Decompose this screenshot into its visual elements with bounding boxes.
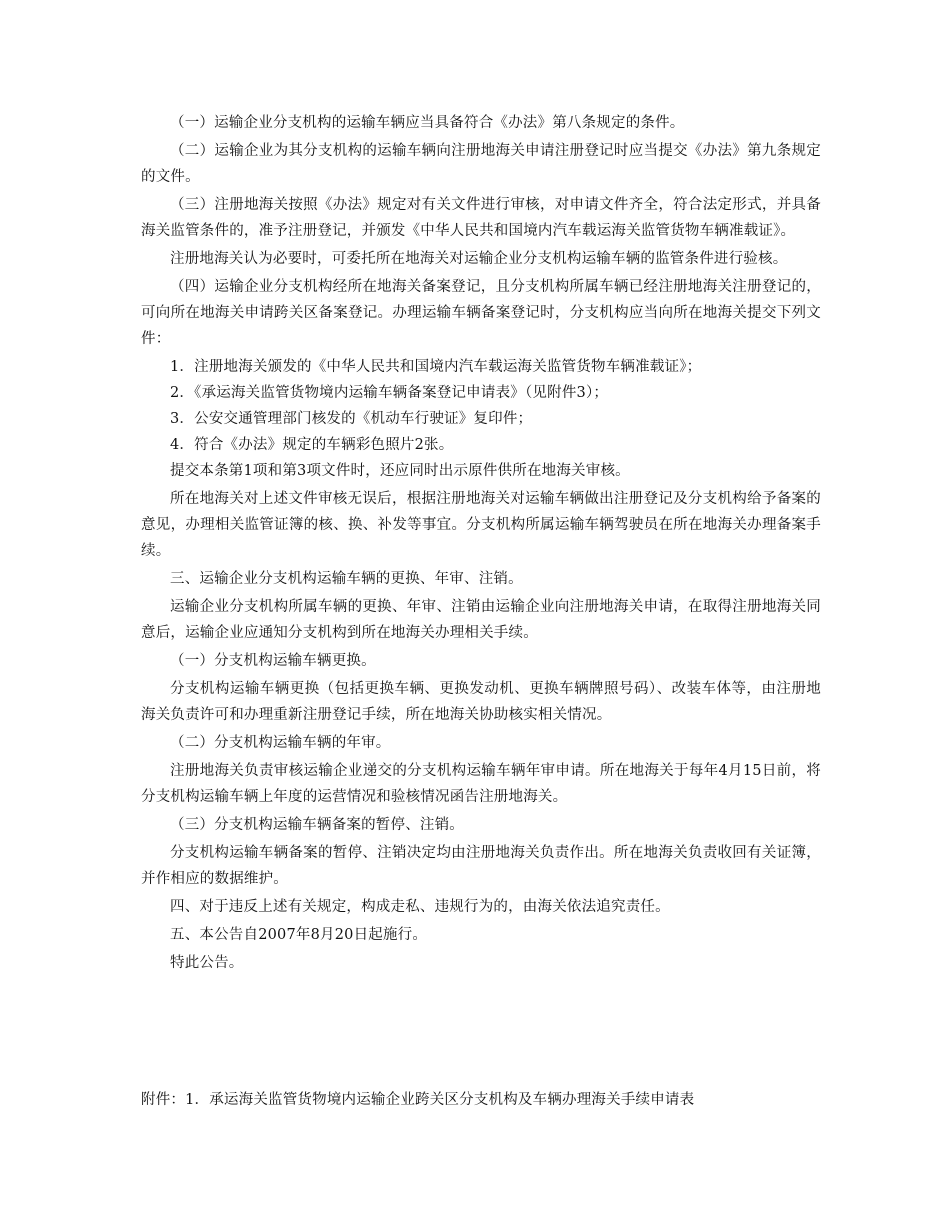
document-body [141,110,821,978]
list-item-3: 3．公安交通管理部门核发的《机动车行驶证》复印件； [170,411,533,427]
paragraph-section-3-intro: 运输企业分支机构所属车辆的更换、年审、注销由运输企业向注册地海关申请，在取得注册地海关同意后，运输企业应通知分支机构到所在地海关办理相关手续。 [141,599,821,641]
section-heading-5: 五、本公告自2007年8月20日起施行。 [170,927,428,943]
paragraph-condition-1: （一）运输企业分支机构的运输车辆应当具备符合《办法》第八条规定的条件。 [170,115,685,131]
attachment-line: 附件：1．承运海关监管货物境内运输企业跨关区分支机构及车辆办理海关手续申请表 [141,1092,695,1108]
paragraph-entrust-verification: 注册地海关认为必要时，可委托所在地海关对运输企业分支机构运输车辆的监管条件进行验核。 [170,251,788,267]
list-item-2: 2．《承运海关监管货物境内运输车辆备案登记申请表》（见附件3）； [170,385,609,401]
paragraph-review-process: 所在地海关对上述文件审核无误后，根据注册地海关对运输车辆做出注册登记及分支机构给予备案的意见，办理相关监管证簿的核、换、补发等事宜。分支机构所属运输车辆驾驶员在所在地海关办理备案手续。 [141,491,821,559]
subheading-suspension: （三）分支机构运输车辆备案的暂停、注销。 [170,817,464,833]
subheading-annual-review: （二）分支机构运输车辆的年审。 [170,735,391,751]
paragraph-condition-4: （四）运输企业分支机构经所在地海关备案登记，且分支机构所属车辆已经注册地海关注册登记的，可向所在地海关申请跨关区备案登记。办理运输车辆备案登记时，分支机构应当向所在地海关提交下列文件： [141,279,821,347]
paragraph-condition-2: （二）运输企业为其分支机构的运输车辆向注册地海关申请注册登记时应当提交《办法》第九条规定的文件。 [141,143,821,185]
paragraph-condition-3: （三）注册地海关按照《办法》规定对有关文件进行审核，对申请文件齐全，符合法定形式，并具备海关监管条件的，准予注册登记，并颁发《中华人民共和国境内汽车载运海关监管货物车辆准载证》。 [141,197,821,239]
section-heading-4: 四、对于违反上述有关规定，构成走私、违规行为的，由海关依法追究责任。 [170,899,670,915]
paragraph-annual-review: 注册地海关负责审核运输企业递交的分支机构运输车辆年审申请。所在地海关于每年4月15日前，将分支机构运输车辆上年度的运营情况和验核情况函告注册地海关。 [141,763,821,805]
list-item-1: 1．注册地海关颁发的《中华人民共和国境内汽车载运海关监管货物车辆准载证》； [170,359,702,375]
subheading-replacement: （一）分支机构运输车辆更换。 [170,653,376,669]
paragraph-replacement: 分支机构运输车辆更换（包括更换车辆、更换发动机、更换车辆牌照号码）、改装车体等，由注册地海关负责许可和办理重新注册登记手续，所在地海关协助核实相关情况。 [141,681,821,723]
list-item-4: 4．符合《办法》规定的车辆彩色照片2张。 [170,437,454,453]
section-heading-3: 三、运输企业分支机构运输车辆的更换、年审、注销。 [170,571,523,587]
paragraph-show-originals: 提交本条第1项和第3项文件时，还应同时出示原件供所在地海关审核。 [170,463,630,479]
paragraph-suspension: 分支机构运输车辆备案的暂停、注销决定均由注册地海关负责作出。所在地海关负责收回有关证簿，并作相应的数据维护。 [141,845,821,887]
closing-notice: 特此公告。 [170,955,244,971]
